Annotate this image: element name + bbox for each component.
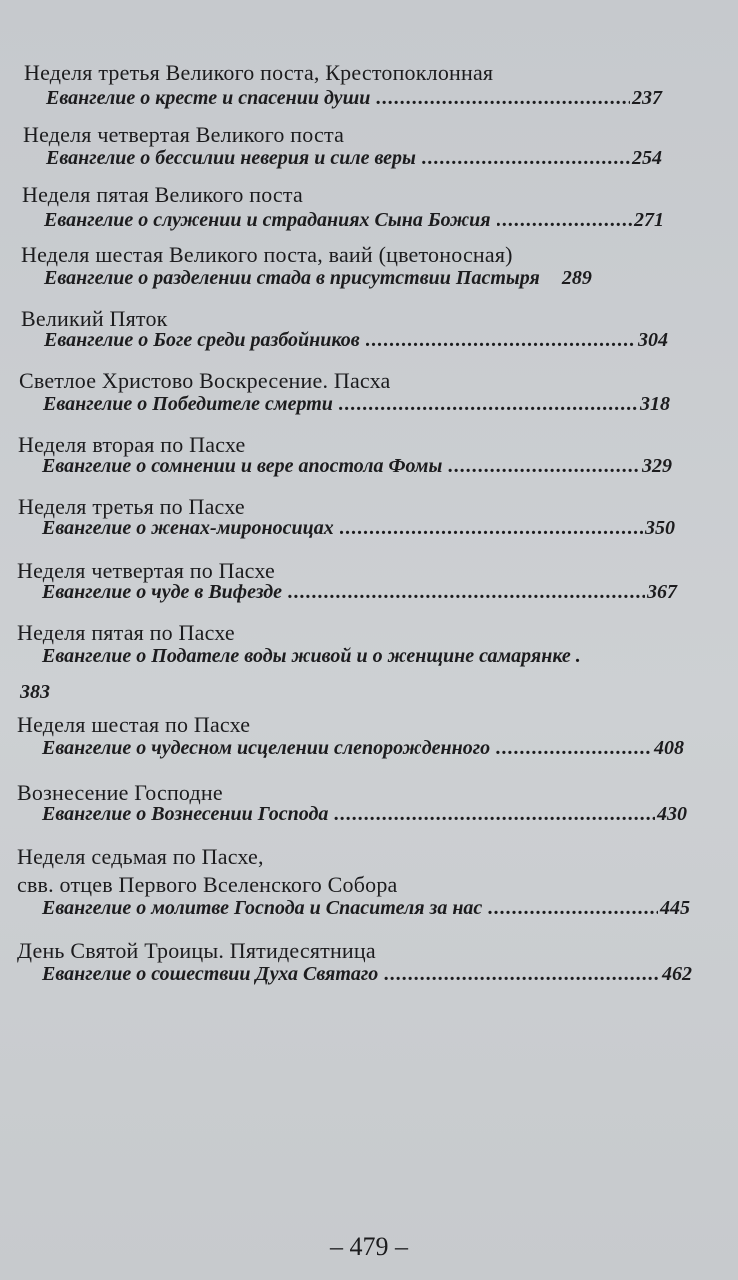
reading-title: Евангелие о молитве Господа и Спасителя за нас [42,897,483,919]
toc-heading: Неделя пятая Великого поста [22,182,303,207]
toc-reading [42,804,687,824]
page-number: 254 [632,147,662,169]
reading-title: Евангелие о Победителе смерти [43,393,333,415]
toc-heading: Вознесение Господне [17,780,223,805]
toc-heading: Неделя шестая по Пасхе [17,712,251,737]
toc-heading: Неделя четвертая Великого поста [23,122,345,147]
reading-title: Евангелие о сомнении и вере апостола Фомы [42,455,443,477]
page-number: 350 [645,517,675,539]
toc-heading: Неделя седьмая по Пасхе, [17,844,264,869]
toc-reading [42,964,692,984]
toc-reading [42,518,675,538]
toc-heading-line2: свв. отцев Первого Вселенского Собора [17,872,398,897]
toc-reading [42,646,682,666]
reading-title: Евангелие о кресте и спасении души [46,87,371,109]
toc-heading: День Святой Троицы. Пятидесятница [17,938,376,963]
toc-reading [46,148,662,168]
page-number: 383 [20,681,50,703]
dot-leader [339,394,638,414]
page-number: 445 [660,897,690,919]
dot-leader [366,330,636,350]
dot-leader [334,804,655,824]
toc-heading: Неделя третья по Пасхе [18,494,245,519]
toc-reading [44,330,668,350]
page-number: 318 [640,393,670,415]
dot-leader [384,964,660,984]
toc-reading [46,88,662,108]
reading-title: Евангелие о служении и страданиях Сына Божия [44,209,491,231]
page-number: 430 [657,803,687,825]
dot-leader [376,88,630,108]
reading-title: Евангелие о Боге среди разбойников [44,329,360,351]
toc-heading: Великий Пяток [21,306,168,331]
reading-title: Евангелие о чудесном исцелении слепорожденного [42,737,491,759]
page-number: 289 [561,267,592,289]
dot-leader [288,582,645,602]
page-number: 304 [638,329,668,351]
toc-heading: Неделя третья Великого поста, Крестопоклонная [24,60,494,85]
toc-heading: Неделя вторая по Пасхе [18,432,246,457]
page-number: 462 [662,963,692,985]
dot-leader [497,210,632,230]
toc-heading: Неделя шестая Великого поста, ваий (цветоносная) [21,242,513,267]
reading-title: Евангелие о Подателе воды живой и о женщине самарянке . [42,645,581,667]
toc-heading: Неделя четвертая по Пасхе [17,558,275,583]
reading-title: Евангелие о женах-мироносицах [42,517,334,539]
page-number: 237 [632,87,662,109]
dot-leader [496,738,652,758]
toc-reading [42,582,677,602]
reading-title: Евангелие о чуде в Вифезде [42,581,283,603]
dot-leader [422,148,630,168]
reading-title: Евангелие о разделении стада в присутствии Пастыря [44,267,540,289]
toc-heading: Неделя пятая по Пасхе [17,620,235,645]
toc-reading [42,738,684,758]
reading-title: Евангелие о бессилии неверия и силе веры [46,147,416,169]
toc-reading [42,456,672,476]
dot-leader [448,456,640,476]
dot-leader [340,518,643,538]
toc-reading [44,210,664,230]
page-number: 271 [634,209,664,231]
toc-heading: Светлое Христово Воскресение. Пасха [19,368,391,393]
toc-reading [44,268,668,288]
page-number: 329 [642,455,672,477]
reading-title: Евангелие о Вознесении Господа [42,803,329,825]
page-folio: – 479 – [330,1232,408,1261]
toc-reading [42,898,690,918]
dot-leader [488,898,658,918]
toc-reading [43,394,670,414]
page-number: 367 [647,581,677,603]
reading-title: Евангелие о сошествии Духа Святаго [42,963,379,985]
page-number: 408 [654,737,684,759]
